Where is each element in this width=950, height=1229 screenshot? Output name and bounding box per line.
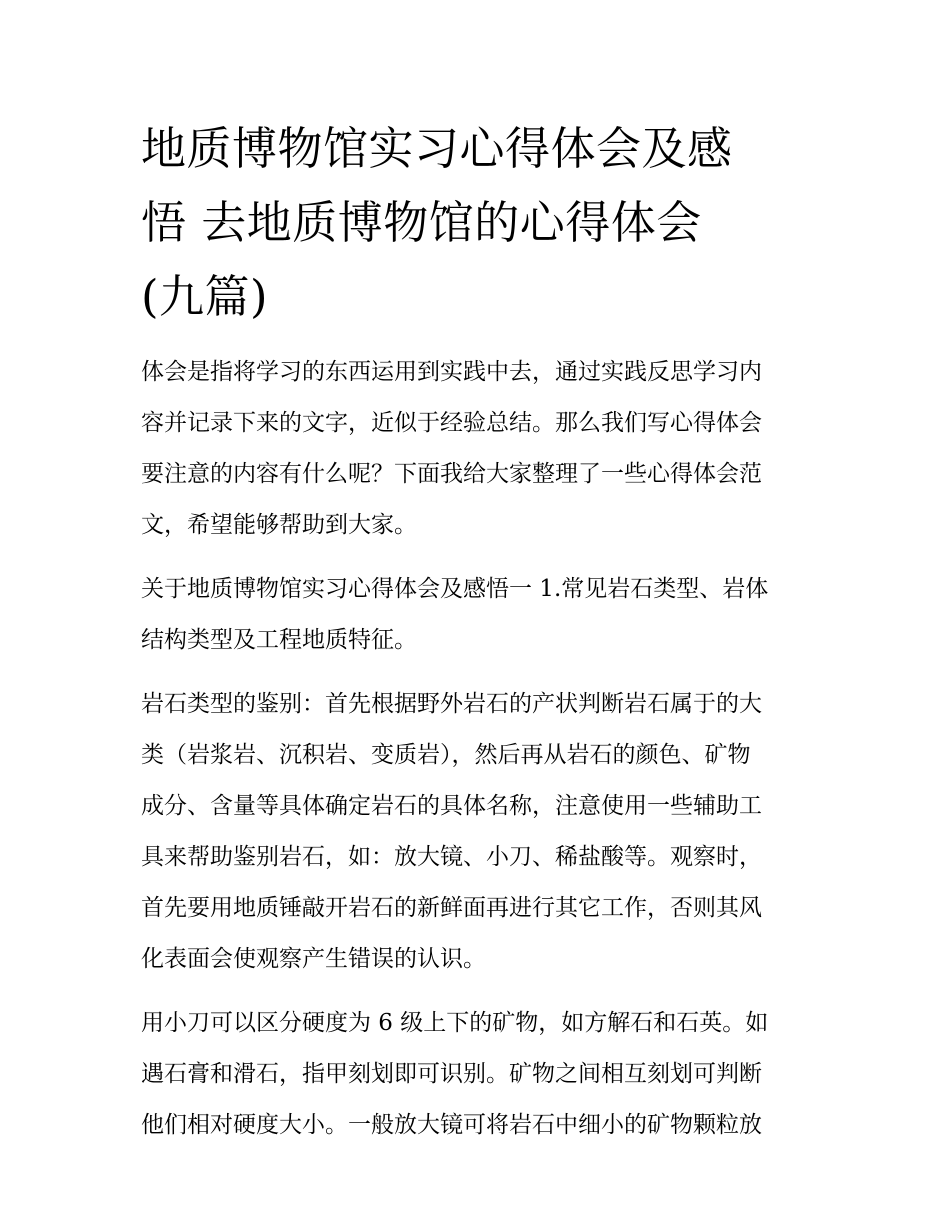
document-title bbox=[141, 112, 813, 334]
title-line: 悟 去地质博物馆的心得体会 bbox=[141, 196, 702, 249]
title-line: (九篇) bbox=[141, 270, 269, 323]
text-line: 首先要用地质锤敲开岩石的新鲜面再进行其它工作，否则其风 bbox=[141, 895, 762, 921]
text-line: 具来帮助鉴别岩石，如：放大镜、小刀、稀盐酸等。观察时， bbox=[141, 844, 762, 870]
rock-identification-paragraph bbox=[141, 679, 813, 985]
text-line: 他们相对硬度大小。一般放大镜可将岩石中细小的矿物颗粒放 bbox=[141, 1112, 762, 1138]
section-heading-paragraph bbox=[141, 564, 813, 666]
document-body bbox=[141, 112, 813, 1151]
text-line: 文，希望能够帮助到大家。 bbox=[141, 512, 417, 538]
text-line: 岩石类型的鉴别：首先根据野外岩石的产状判断岩石属于的大 bbox=[141, 691, 762, 717]
title-line: 地质博物馆实习心得体会及感 bbox=[141, 122, 733, 175]
text-line: 类（岩浆岩、沉积岩、变质岩），然后再从岩石的颜色、矿物 bbox=[141, 742, 751, 768]
text-line: 用小刀可以区分硬度为 6 级上下的矿物，如方解石和石英。如 bbox=[141, 1010, 769, 1036]
text-line: 体会是指将学习的东西运用到实践中去，通过实践反思学习内 bbox=[141, 359, 762, 385]
text-line: 要注意的内容有什么呢？下面我给大家整理了一些心得体会范 bbox=[141, 461, 762, 487]
text-line: 容并记录下来的文字，近似于经验总结。那么我们写心得体会 bbox=[141, 410, 762, 436]
text-line: 成分、含量等具体确定岩石的具体名称，注意使用一些辅助工 bbox=[141, 793, 762, 819]
text-line: 结构类型及工程地质特征。 bbox=[141, 627, 417, 653]
hardness-paragraph bbox=[141, 998, 813, 1151]
text-line: 关于地质博物馆实习心得体会及感悟一 1.常见岩石类型、岩体 bbox=[141, 576, 769, 602]
intro-paragraph bbox=[141, 347, 813, 551]
text-line: 化表面会使观察产生错误的认识。 bbox=[141, 946, 486, 972]
text-line: 遇石膏和滑石，指甲刻划即可识别。矿物之间相互刻划可判断 bbox=[141, 1061, 762, 1087]
